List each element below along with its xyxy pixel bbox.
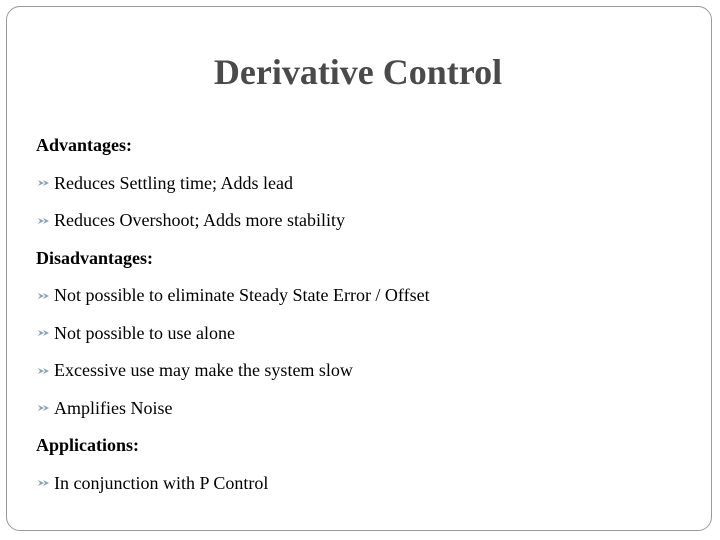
list-item bbox=[36, 352, 696, 390]
list-item-text: In conjunction with P Control bbox=[54, 472, 269, 493]
list-item-text: Excessive use may make the system slow bbox=[54, 360, 353, 380]
list-item-text: Not possible to use alone bbox=[54, 322, 235, 343]
section-heading-disadvantages: Disadvantages: bbox=[36, 247, 154, 268]
section-heading-applications: Applications: bbox=[36, 435, 140, 455]
list-item bbox=[36, 315, 696, 353]
arrow-bullet-icon bbox=[36, 465, 52, 503]
arrow-bullet-icon bbox=[36, 202, 52, 240]
section-heading-advantages: Advantages: bbox=[36, 135, 133, 155]
list-item bbox=[36, 165, 696, 203]
slide-title-text: Derivative Control bbox=[213, 52, 503, 92]
list-item bbox=[36, 277, 696, 315]
slide-content bbox=[36, 127, 696, 502]
list-item-text: Reduces Overshoot; Adds more stability bbox=[54, 210, 345, 230]
slide-title bbox=[7, 51, 709, 93]
list-item bbox=[36, 465, 696, 503]
list-item-text: Amplifies Noise bbox=[54, 397, 173, 418]
arrow-bullet-icon bbox=[36, 165, 52, 203]
arrow-bullet-icon bbox=[36, 277, 52, 315]
slide-frame bbox=[6, 6, 712, 531]
arrow-bullet-icon bbox=[36, 352, 52, 390]
arrow-bullet-icon bbox=[36, 390, 52, 428]
arrow-bullet-icon bbox=[36, 315, 52, 353]
list-item-text: Not possible to eliminate Steady State Error / Offset bbox=[54, 285, 430, 305]
list-item-text: Reduces Settling time; Adds lead bbox=[54, 172, 293, 193]
list-item bbox=[36, 390, 696, 428]
list-item bbox=[36, 202, 696, 240]
